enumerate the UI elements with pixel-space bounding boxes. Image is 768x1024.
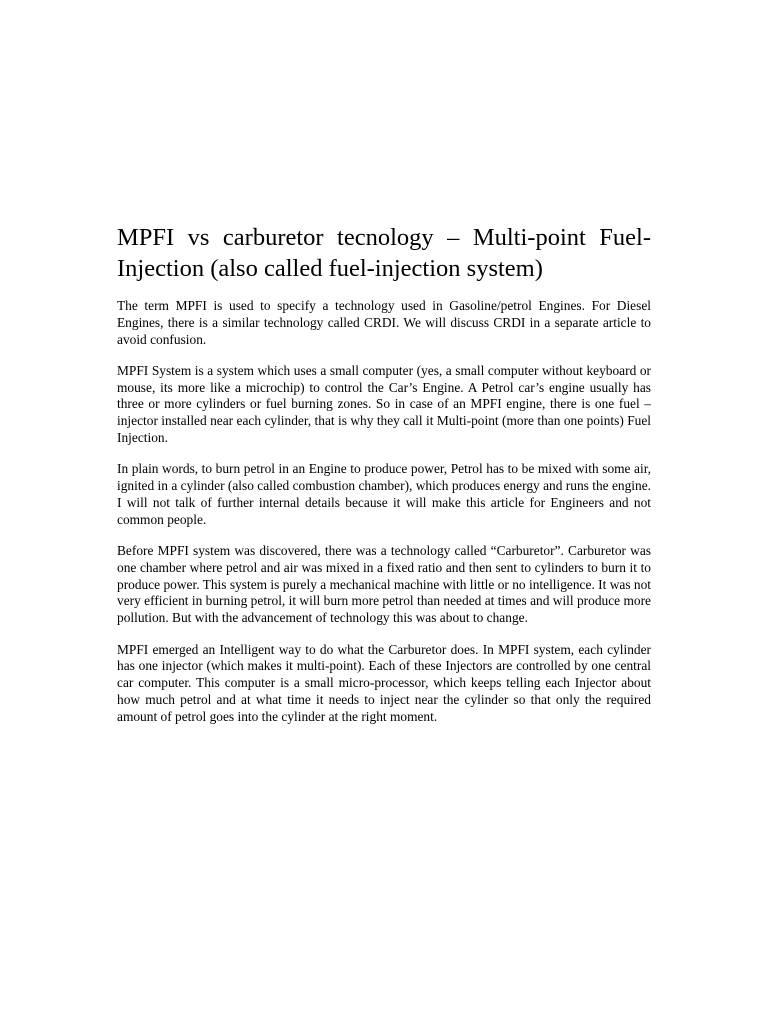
document-page xyxy=(117,222,651,740)
paragraph-plain-words: In plain words, to burn petrol in an Engine to produce power, Petrol has to be mixed with some air, ignited in a cylinder (also called combustion chamber), which produces energy and runs the engine. I will not talk of further internal details because it will make this article for Engineers and not common people. xyxy=(117,461,651,527)
document-title: MPFI vs carburetor tecnology – Multi-point Fuel-Injection (also called fuel-injection system) xyxy=(117,224,651,282)
paragraph-mpfi-system: MPFI System is a system which uses a small computer (yes, a small computer without keyboard or mouse, its more like a microchip) to control the Car’s Engine. A Petrol car’s engine usually has three or more cylinders or fuel burning zones. So in case of an MPFI engine, there is one fuel –injector installed near each cylinder, that is why they call it Multi-point (more than one points) Fuel Injection. xyxy=(117,362,651,446)
paragraph-intro: The term MPFI is used to specify a technology used in Gasoline/petrol Engines. For Diesel Engines, there is a similar technology called CRDI. We will discuss CRDI in a separate article to avoid confusion. xyxy=(117,298,651,347)
paragraph-carburetor: Before MPFI system was discovered, there was a technology called “Carburetor”. Carburetor was one chamber where petrol and air was mixed in a fixed ratio and then sent to cylinders to burn it to produce power. This system is purely a mechanical machine with little or no intelligence. It was not very efficient in burning petrol, it will burn more petrol than needed at times and will produce more pollution. But with the advancement of technology this was about to change. xyxy=(117,543,651,626)
paragraph-mpfi-emerged: MPFI emerged an Intelligent way to do what the Carburetor does. In MPFI system, each cylinder has one injector (which makes it multi-point). Each of these Injectors are controlled by one central car computer. This computer is a small micro-processor, which keeps telling each Injector about how much petrol and at what time it needs to inject near the cylinder so that only the required amount of petrol goes into the cylinder at the right moment. xyxy=(117,641,651,724)
